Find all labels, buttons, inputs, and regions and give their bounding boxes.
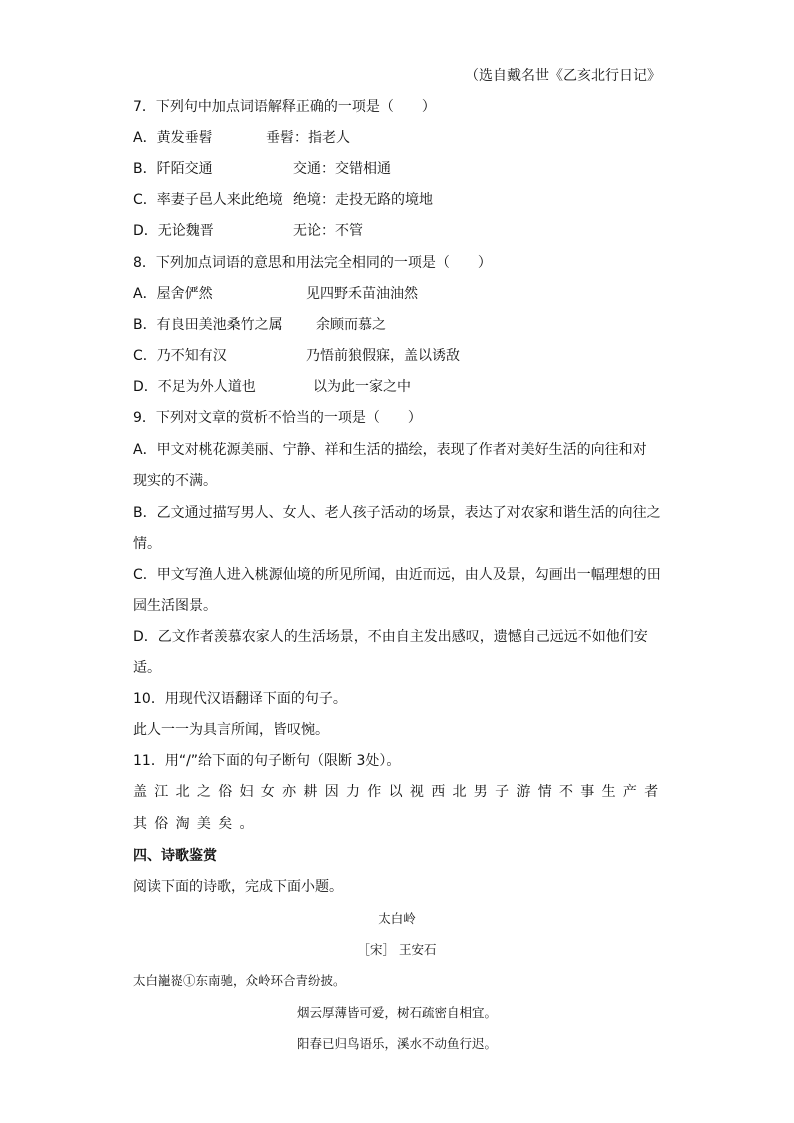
question-11-stem: 11．用“/”给下面的句子断句（限断 3处）。 [133,753,401,769]
option-term: B．有良田美池桑竹之属 [133,317,283,333]
option-gloss: 见四野禾苗油油然 [306,286,418,302]
question-9-line: D．乙文作者羡慕农家人的生活场景，不由自主发出感叹，遗憾自己远远不如他们安 [133,629,648,645]
question-9-line: 情。 [133,536,161,552]
section-instruction: 阅读下面的诗歌，完成下面小题。 [133,879,343,895]
option-term: D．无论魏晋 [133,223,214,239]
question-7-option-c [133,190,433,210]
question-10-stem: 10．用现代汉语翻译下面的句子。 [133,691,347,707]
question-8-option-d [133,377,411,397]
option-gloss: 绝境：走投无路的境地 [293,192,433,208]
question-9-line: 园生活图景。 [133,598,217,614]
question-8-option-a [133,284,418,304]
poem-title: 太白岭 [378,911,416,926]
option-gloss: 余顾而慕之 [316,317,386,333]
option-gloss: 交通：交错相通 [293,161,391,177]
question-9-line: C．甲文写渔人进入桃源仙境的所见所闻，由近而远，由人及景，勾画出一幅理想的田 [133,567,661,583]
question-9-line: 适。 [133,660,161,676]
source-line: （选自戴名世《乙亥北行日记》 [465,68,661,84]
question-9-line: B．乙文通过描写男人、女人、老人孩子活动的场景，表达了对农家和谐生活的向往之 [133,505,661,521]
question-7-option-a [133,128,350,148]
poem-line: 阳春已归鸟语乐，溪水不动鱼行迟。 [296,1036,497,1051]
option-gloss: 无论：不管 [293,223,363,239]
poem-line: 烟云厚薄皆可爱，树石疏密自相宜。 [296,1005,497,1020]
question-8-option-c [133,346,460,366]
option-term: C．率妻子邑人来此绝境 [133,192,283,208]
question-7-option-d [133,221,363,241]
option-gloss: 以为此一家之中 [313,379,411,395]
question-11-passage-line: 盖江北之俗妇女亦耕因力作以视西北男子游情不事生产者 [133,784,666,800]
question-8-option-b [133,315,386,335]
question-11-passage-line: 其俗淘美矣。 [133,816,261,832]
option-gloss: 垂髫：指老人 [266,130,350,146]
poem-line: 太白巃嵸①东南驰，众岭环合青纷披。 [133,973,346,988]
section-heading: 四、诗歌鉴赏 [133,848,217,864]
option-term: C．乃不知有汉 [133,348,227,364]
question-10-text: 此人一一为具言所闻，皆叹惋。 [133,722,329,738]
question-9-line: 现实的不满。 [133,473,217,489]
option-term: B．阡陌交通 [133,161,213,177]
option-term: A．屋舍俨然 [133,286,213,302]
option-term: A．黄发垂髫 [133,130,213,146]
question-9-stem: 9．下列对文章的赏析不恰当的一项是（ ） [133,410,422,426]
question-8-stem: 8．下列加点词语的意思和用法完全相同的一项是（ ） [133,255,492,271]
question-9-line: A．甲文对桃花源美丽、宁静、祥和生活的描绘，表现了作者对美好生活的向往和对 [133,442,647,458]
question-7-option-b [133,159,391,179]
option-gloss: 乃悟前狼假寐，盖以诱敌 [306,348,460,364]
option-term: D．不足为外人道也 [133,379,256,395]
poem-author: ［宋］ 王安石 [357,942,437,957]
question-7-stem: 7．下列句中加点词语解释正确的一项是（ ） [133,99,436,115]
